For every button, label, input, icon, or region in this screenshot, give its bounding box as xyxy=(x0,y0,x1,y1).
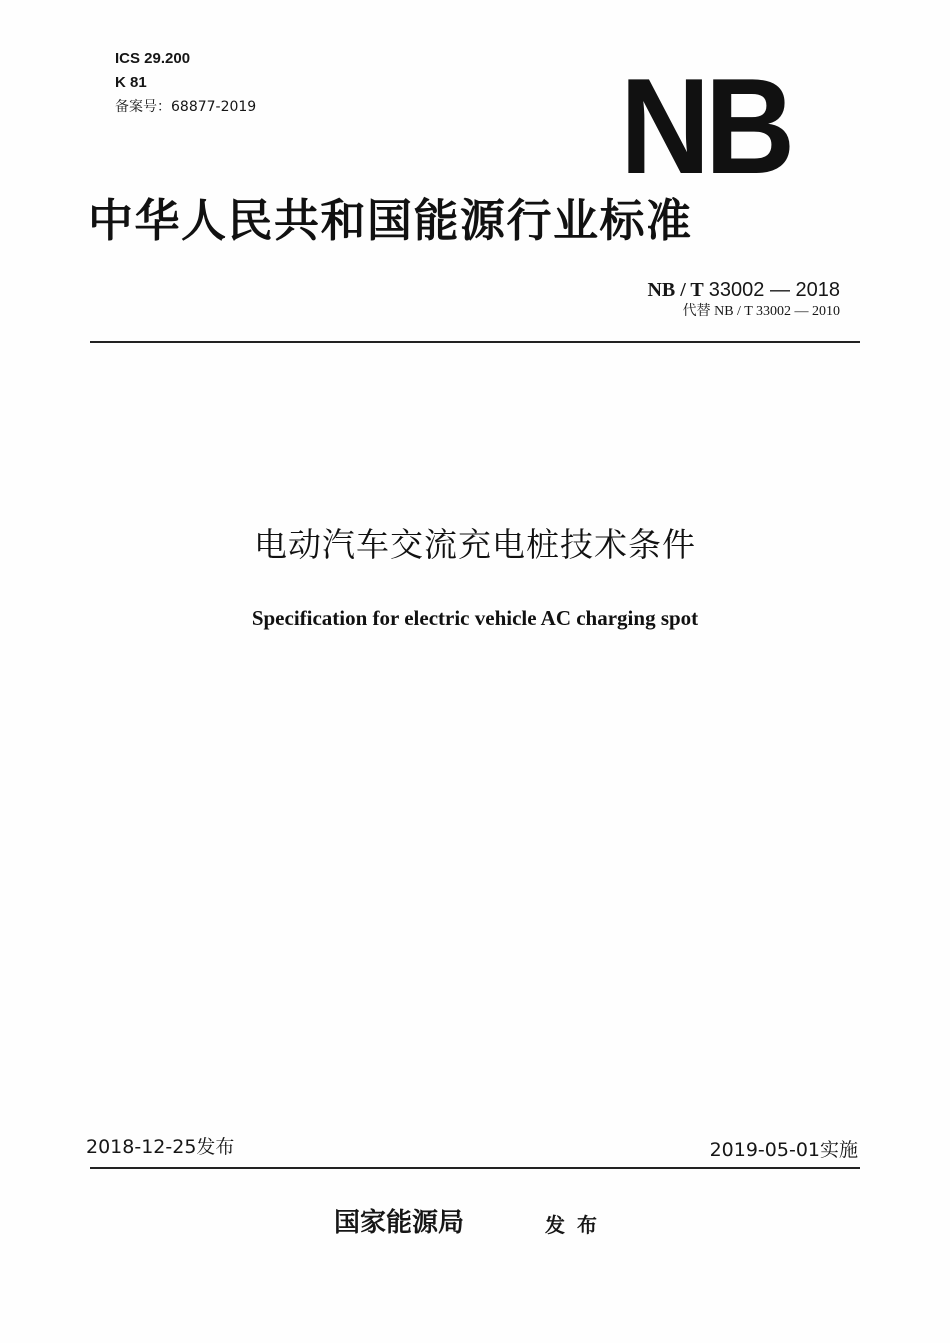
record-number: 备案号：68877-2019 xyxy=(115,99,257,115)
industry-standard-title: 中华人民共和国能源行业标准 xyxy=(88,194,693,247)
classification-block xyxy=(115,47,256,119)
top-divider xyxy=(90,341,860,343)
standard-prefix: NB / T xyxy=(647,279,704,301)
standard-code: 33002 — 2018 xyxy=(708,279,840,301)
ics-code: ICS 29.200 xyxy=(115,50,191,67)
standard-number xyxy=(647,278,840,302)
publish-label: 发布 xyxy=(545,1213,609,1237)
nb-logo: NB xyxy=(620,50,790,202)
publisher-name: 国家能源局 xyxy=(334,1208,465,1238)
replaces-standard: 代替 NB / T 33002 — 2010 xyxy=(682,304,840,319)
bottom-divider xyxy=(90,1167,860,1169)
implementation-date: 2019-05-01实施 xyxy=(709,1139,858,1161)
classification-code: K 81 xyxy=(115,74,147,91)
document-title-chinese: 电动汽车交流充电桩技术条件 xyxy=(254,525,696,564)
document-title-english: Specification for electric vehicle AC charging spot xyxy=(251,606,699,630)
issue-date: 2018-12-25发布 xyxy=(86,1136,235,1158)
